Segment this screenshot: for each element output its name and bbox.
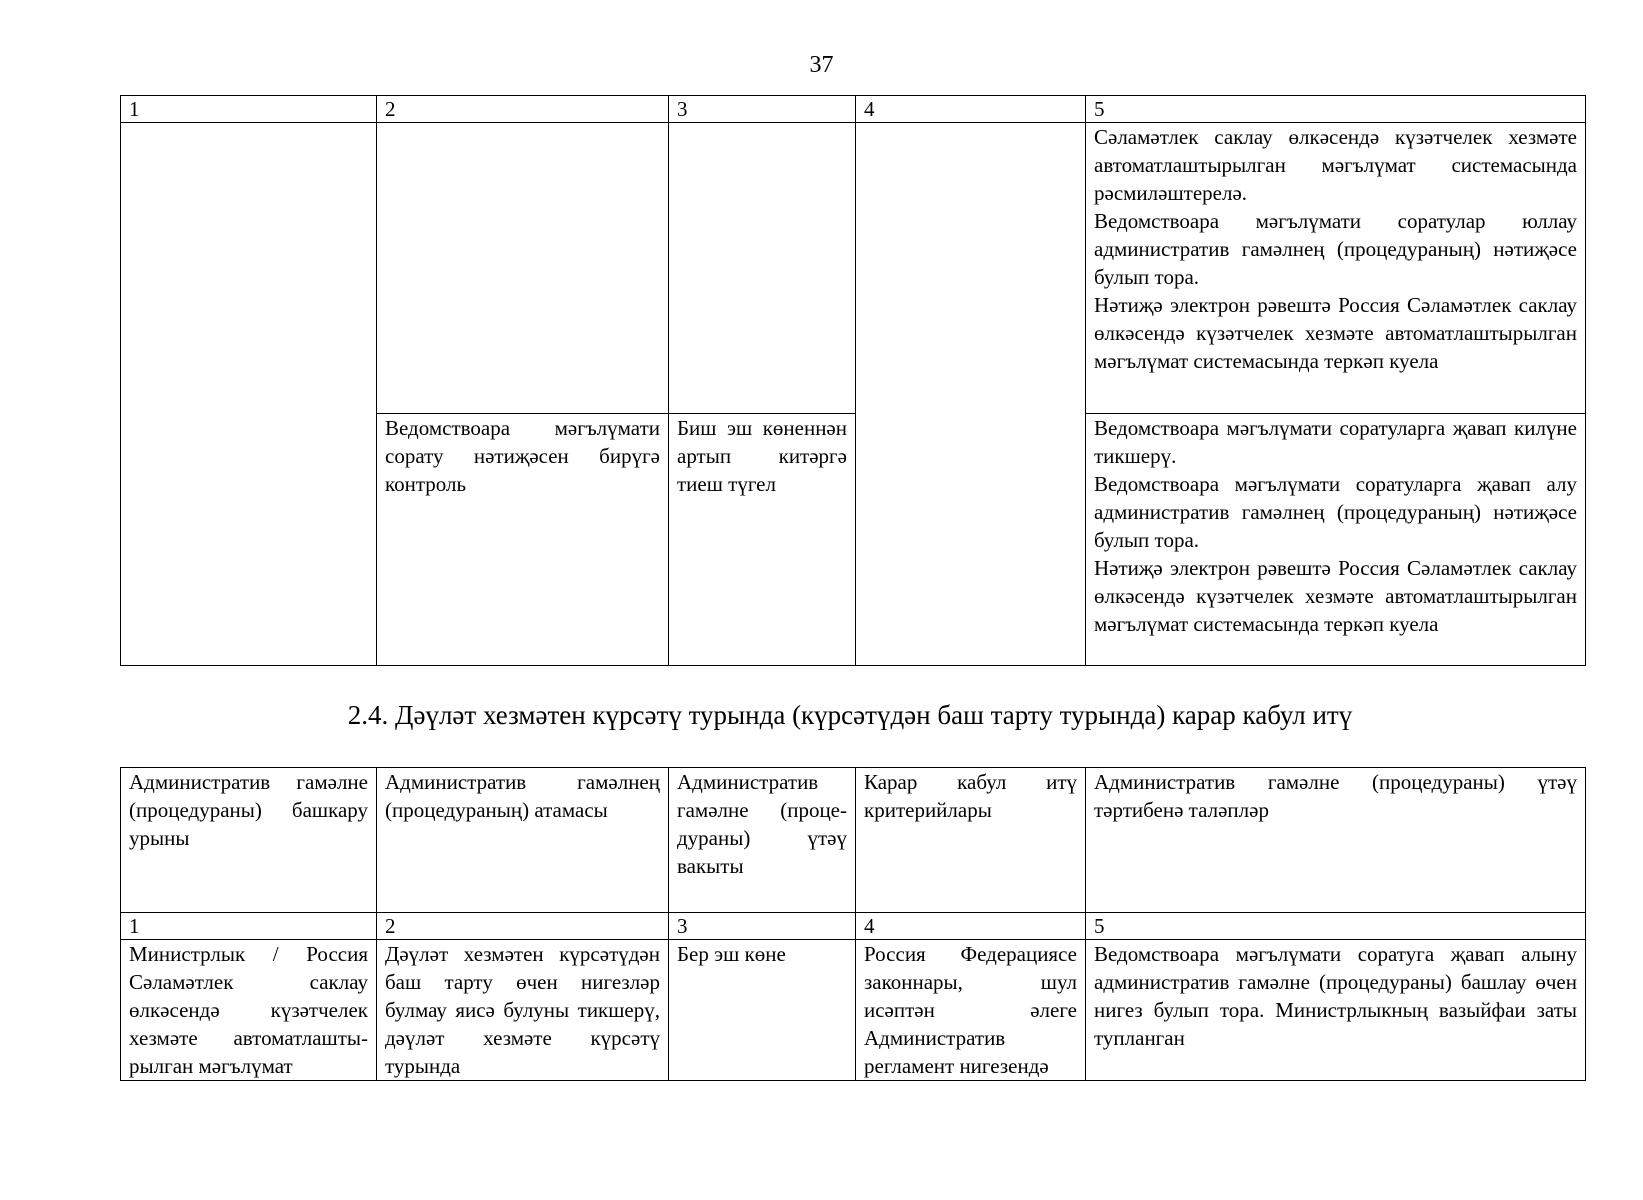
column-number: 3 [669, 913, 856, 940]
table-cell [856, 123, 1086, 666]
page-number: 37 [809, 52, 834, 78]
cell-paragraph: Нәтиҗә электрон рәвештә Россия Сәламәтлек саклау өлкәсендә күзәтчелек хезмәте автоматлаштырылган мәгълүмат системасында теркәп куела [1094, 556, 1577, 636]
column-header: Административ гамәлне (процедураны) үтәү тәртибенә таләпләр [1086, 768, 1586, 913]
column-header: Административ гамәлнең (процедураның) атамасы [377, 768, 669, 913]
table-row [121, 123, 1586, 414]
cell-paragraph: Сәламәтлек саклау өлкәсендә күзәтчелек хезмәте автоматлаштырылган мәгълүмат системасында рәсмиләштерелә. [1094, 125, 1577, 205]
procedure-table-2-4 [120, 767, 1586, 1081]
section-title: 2.4. Дәүләт хезмәтен күрсәтү турында (күрсәтүдән баш тарту турында) карар кабул итү [347, 700, 1353, 730]
column-number-row [121, 96, 1586, 123]
cell-paragraph: Ведомствоара мәгълүмати соратулар юллау административ гамәлнең (процедураның) нәтиҗәсе булып тора. [1094, 209, 1577, 289]
column-number: 5 [1086, 913, 1586, 940]
table-cell: Дәүләт хезмәтен күрсәтүдән баш тарту өчен нигезләр булмау яисә булуны тикшерү, дәүләт хезмәте күрсәтү турында [377, 940, 669, 1081]
cell-paragraph: Ведомствоара мәгълүмати соратуларга җавап килүне тикшерү. [1094, 416, 1577, 468]
table-cell-requirements [1086, 123, 1586, 414]
column-number: 2 [377, 913, 669, 940]
column-number: 4 [856, 913, 1086, 940]
column-number: 1 [121, 913, 377, 940]
column-number: 4 [856, 96, 1086, 123]
table-cell: Россия Федерациясе законнары, шул исәптән әлеге Административ регламент нигезендә [856, 940, 1086, 1081]
column-number: 1 [121, 96, 377, 123]
header-row [121, 768, 1586, 913]
column-number: 5 [1086, 96, 1586, 123]
column-header: Административ гамәлне (проце-дураны) үтәү вакыты [669, 768, 856, 913]
cell-paragraph: Нәтиҗә электрон рәвештә Россия Сәламәтлек саклау өлкәсендә күзәтчелек хезмәте автоматлаштырылган мәгълүмат системасында теркәп куела [1094, 293, 1577, 373]
table-row [121, 940, 1586, 1081]
table-cell [377, 123, 669, 414]
table-cell [121, 123, 377, 666]
table-cell-procedure-name: Ведомствоара мәгълүмати сорату нәтиҗәсен бирүгә контроль [377, 414, 669, 666]
column-number: 2 [377, 96, 669, 123]
column-header: Административ гамәлне (процедураны) башкару урыны [121, 768, 377, 913]
column-header: Карар кабул итү критерийлары [856, 768, 1086, 913]
procedure-table-continued [120, 95, 1586, 666]
table-cell-requirements [1086, 414, 1586, 666]
column-number: 3 [669, 96, 856, 123]
table-cell: Бер эш көне [669, 940, 856, 1081]
table-cell [669, 123, 856, 414]
table-cell: Министрлык / Россия Сәламәтлек саклау өлкәсендә күзәтчелек хезмәте автоматлашты-рылган мәгълүмат [121, 940, 377, 1081]
cell-paragraph: Ведомствоара мәгълүмати соратуларга җавап алу административ гамәлнең (процедураның) нәтиҗәсе булып тора. [1094, 472, 1577, 552]
table-cell-duration: Биш эш көненнән артып китәргә тиеш түгел [669, 414, 856, 666]
column-number-row [121, 913, 1586, 940]
table-cell: Ведомствоара мәгълүмати соратуга җавап алыну административ гамәлне (процедураны) башлау өчен нигез булып тора. Министрлыкның вазыйфаи заты тупланган [1086, 940, 1586, 1081]
